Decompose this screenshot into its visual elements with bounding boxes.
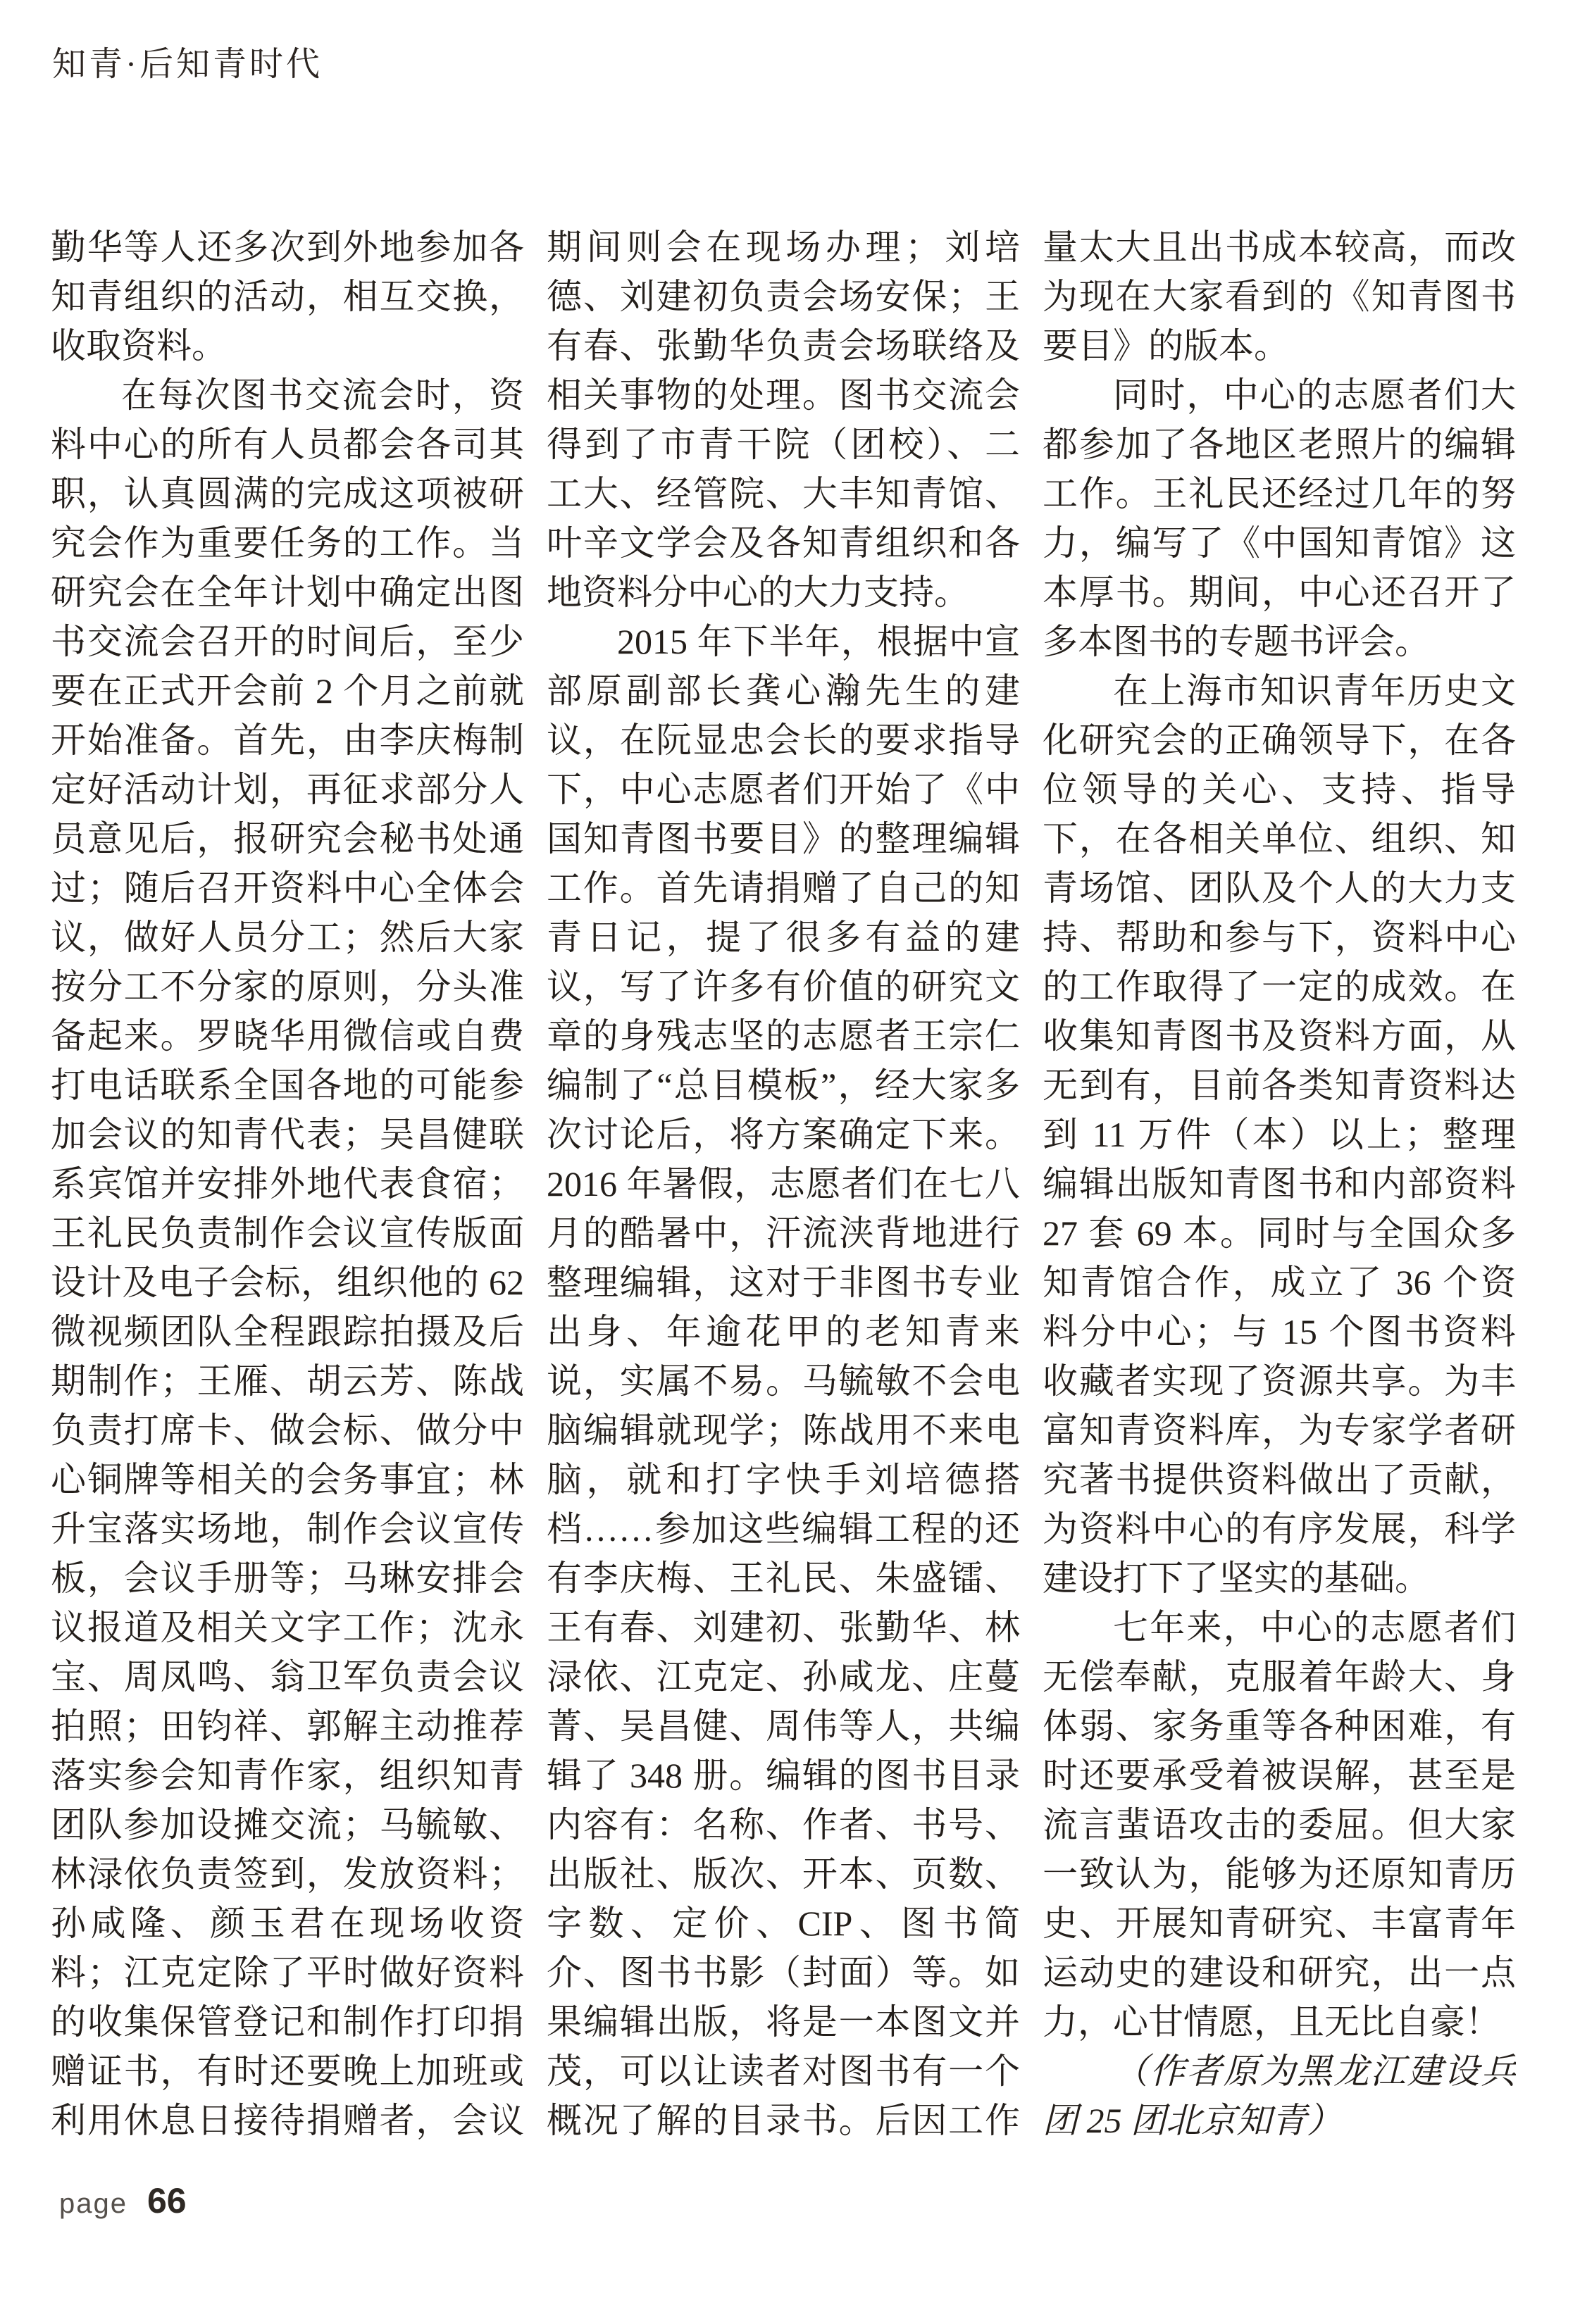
page-number: 66	[147, 2181, 187, 2220]
article-paragraph: 在每次图书交流会时，资料中心的所有人员都会各司其职，认真圆满的完成这项被研究会作为重要任务的工作。当研究会在全年计划中确定出图书交流会召开的时间后，至少要在正式开会前 2 个月之前就开始准备。首先，由李庆梅制定好活动计划，再征求部分人员意见后，报研究会秘书处通过；随后召开资料中心全体会议，做好人员分工；然后大家按分工不分家的原则，分头准备起来。罗晓华用微信或自费打电话联系全国各地的可能参加会议的知青代表；吴昌健联系宾馆并安排外地代表食宿；王礼民负责制作会议宣传版面设计及电子会标，组织他的 62 微视频团队全程跟踪拍摄及后期制作；王雁、胡云芳、陈战负责打席卡、做会标、做分中心铜牌等相关的会务事宜；林升宝落实场地，制作会议宣传板，会议手册等；马琳安排会议报道及相关文字工作；沈永宝、周凤鸣、翁卫军负责会议拍照；田钧祥、郭解主动推荐落实参会知青作家，组织知青团队参加设摊交流；马毓敏、林渌依负责签到，发放资料；孙咸隆、颜玉君在现场收资料；江克定除了平时做好资料的收集保管登记和制作打印捐赠证书，有时还要晚上加班或利用休息日接待捐赠者，会议期间则会在现场办理；刘培德、刘建初负责会场安保；王有春、张勤华负责会场联络及相关事物的处理。图书交流会得到了市青干院（团校）、二工大、经管院、大丰知青馆、叶辛文学会及各知青组织和各地资料分中心的大力支持。	[51, 227, 1020, 2140]
article-paragraph: 同时，中心的志愿者们大都参加了各地区老照片的编辑工作。王礼民还经过几年的努力，编写了《中国知青馆》这本厚书。期间，中心还召开了多本图书的专题书评会。	[1043, 375, 1516, 661]
article-paragraph: 勤华等人还多次到外地参加各知青组织的活动，相互交换，收取资料。	[51, 227, 524, 366]
article-paragraph: 2015 年下半年，根据中宣部原副部长龚心瀚先生的建议，在阮显忠会长的要求指导下，中心志愿者们开始了《中国知青图书要目》的整理编辑工作。首先请捐赠了自己的知青日记，提了很多有益的建议，写了许多有价值的研究文章的身残志坚的志愿者王宗仁编制了“总目模板”，经大家多次讨论后，将方案确定下来。2016 年暑假，志愿者们在七八月的酷暑中，汗流浃背地进行整理编辑，这对于非图书专业出身、年逾花甲的老知青来说，实属不易。马毓敏不会电脑编辑就现学；陈战用不来电脑，就和打字快手刘培德搭档……参加这些编辑工程的还有李庆梅、王礼民、朱盛镭、王有春、刘建初、张勤华、林渌依、江克定、孙咸龙、庄蔓菁、吴昌健、周伟等人，共编辑了 348 册。编辑的图书目录内容有：名称、作者、书号、出版社、版次、开本、页数、字数、定价、CIP、图书简介、图书书影（封面）等。如果编辑出版，将是一本图文并茂，可以让读者对图书有一个概况了解的目录书。后因工作量太大且出书成本较高，而改为现在大家看到的《知青图书要目》的版本。	[547, 227, 1516, 2140]
article-paragraph: （作者原为黑龙江建设兵团 25 团北京知青）	[1043, 2051, 1516, 2140]
section-header: 知青·后知青时代	[52, 46, 323, 83]
article-paragraph: 七年来，中心的志愿者们无偿奉献，克服着年龄大、身体弱、家务重等各种困难，有时还要承受着被误解，甚至是流言蜚语攻击的委屈。但大家一致认为，能够为还原知青历史、开展知青研究、丰富青年运动史的建设和研究，出一点力，心甘情愿，且无比自豪！	[1043, 1608, 1516, 2042]
page-footer	[59, 2180, 187, 2221]
article-body	[51, 223, 1516, 2152]
article-paragraph: 在上海市知识青年历史文化研究会的正确领导下，在各位领导的关心、支持、指导下，在各相关单位、组织、知青场馆、团队及个人的大力支持、帮助和参与下，资料中心的工作取得了一定的成效。在收集知青图书及资料方面，从无到有，目前各类知青资料达到 11 万件（本）以上；整理编辑出版知青图书和内部资料 27 套 69 本。同时与全国众多知青馆合作，成立了 36 个资料分中心；与 15 个图书资料收藏者实现了资源共享。为丰富知青资料库，为专家学者研究著书提供资料做出了贡献，为资料中心的有序发展，科学建设打下了坚实的基础。	[1043, 671, 1516, 1598]
page-label: page	[59, 2188, 127, 2219]
